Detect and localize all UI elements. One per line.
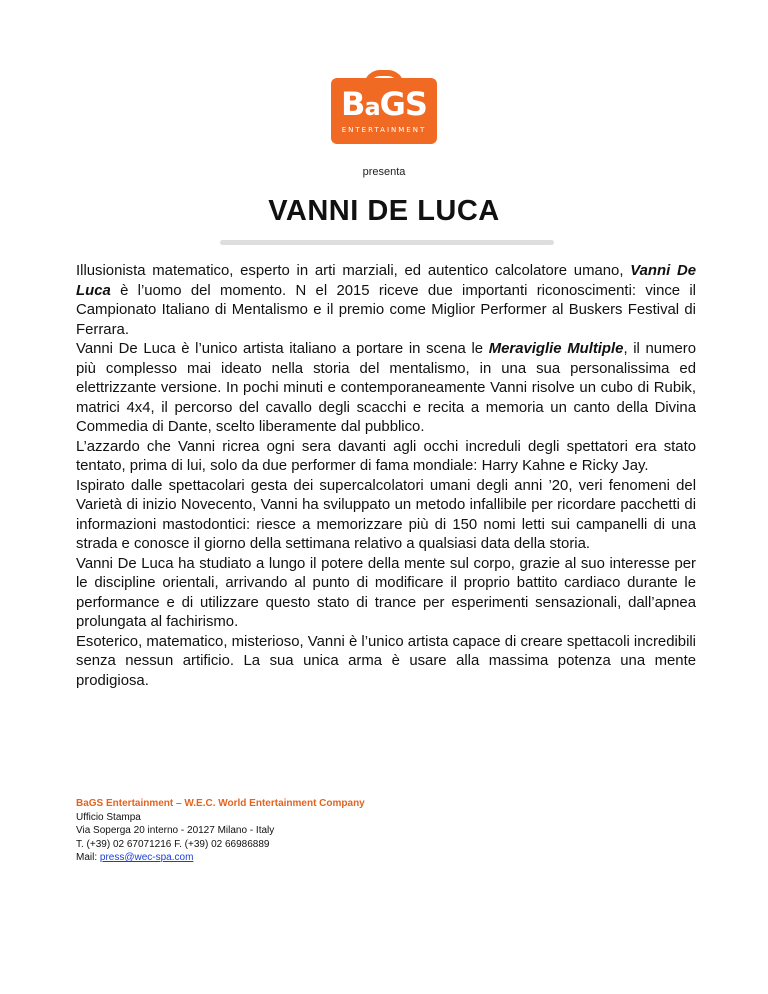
footer-office: Ufficio Stampa: [76, 811, 141, 823]
show-name-emphasis: Meraviglie Multiple: [488, 341, 624, 357]
title-divider: [220, 240, 554, 245]
logo-tagline: ENTERTAINMENT: [341, 126, 427, 134]
footer-mail-line: [76, 851, 576, 865]
paragraph-6: Esoterico, matematico, misterioso, Vanni è l’unico artista capace di creare spettacoli incredibili senza nessun artificio. La sua unica arma è usare alla massima potenza una mente prodigiosa.: [76, 633, 696, 689]
paragraph-1-rest: è l’uomo del momento. N el 2015 riceve due importanti riconoscimenti: vince il Campionato Italiano di Mentalismo e il premio come Miglior Performer al Buskers Festival di Ferrara.: [76, 282, 696, 338]
logo-letters-gs: GS: [379, 85, 427, 123]
page-title: VANNI DE LUCA: [268, 195, 500, 227]
footer-mail-label: Mail:: [76, 852, 100, 863]
paragraph-5: Vanni De Luca ha studiato a lungo il potere della mente sul corpo, grazie al suo interesse per le discipline orientali, arrivando al punto di modificare il proprio battito cardiaco durante le performance e di utilizzare questo stato di trance per esperimenti sensazionali, dall’apnea prolungata al fachirismo.: [76, 555, 696, 630]
presenta-label: presenta: [362, 166, 406, 178]
paragraph-2-intro: Vanni De Luca è l’unico artista italiano a portare in scena le: [76, 341, 489, 357]
footer-phones: T. (+39) 02 67071216 F. (+39) 02 66986889: [76, 838, 270, 850]
logo-letter-a: a: [364, 93, 380, 121]
footer-organization: BaGS Entertainment – W.E.C. World Entertainment Company: [76, 798, 365, 809]
paragraph-1: [76, 262, 696, 340]
paragraph-2-rest: , il numero più complesso mai ideato nella storia del mentalismo, in una sua personalissima ed elettrizzante versione. In pochi minuti e contemporaneamente Vanni risolve un cubo di Rubik, matrici 4x4, il percorso del cavallo degli scacchi e recita a memoria un canto della Divina Commedia di Dante, scelto liberamente dal pubblico.: [76, 341, 696, 435]
article-body: [76, 262, 696, 691]
logo-wordmark: [331, 86, 437, 125]
paragraph-2: [76, 340, 696, 438]
paragraph-3: L’azzardo che Vanni ricrea ogni sera davanti agli occhi increduli degli spettatori era stato tentato, prima di lui, solo da due performer di fama mondiale: Harry Kahne e Ricky Jay.: [76, 438, 696, 474]
logo-ring-shape: [364, 70, 404, 86]
footer-mail-link[interactable]: press@wec-spa.com: [99, 852, 194, 863]
artist-name-emphasis: Vanni De Luca: [76, 263, 696, 299]
paragraph-4: Ispirato dalle spettacolari gesta dei supercalcolatori umani degli anni ’20, veri fenomeni del Varietà di inizio Novecento, Vanni ha sviluppato un metodo infallibile per ricordare pacchetti di informazioni mastodontici: riesce a memorizzare più di 150 nomi letti sui campanelli di una strada e conosce il giorno della settimana relativo a qualsiasi data della storia.: [76, 477, 696, 552]
paragraph-1-intro: Illusionista matematico, esperto in arti marziali, ed autentico calcolatore umano,: [76, 263, 631, 279]
footer-address: Via Soperga 20 interno - 20127 Milano - Italy: [76, 825, 275, 836]
logo-letter-b: B: [341, 85, 365, 123]
bags-logo: [331, 78, 437, 144]
press-contact-footer: [76, 797, 576, 865]
